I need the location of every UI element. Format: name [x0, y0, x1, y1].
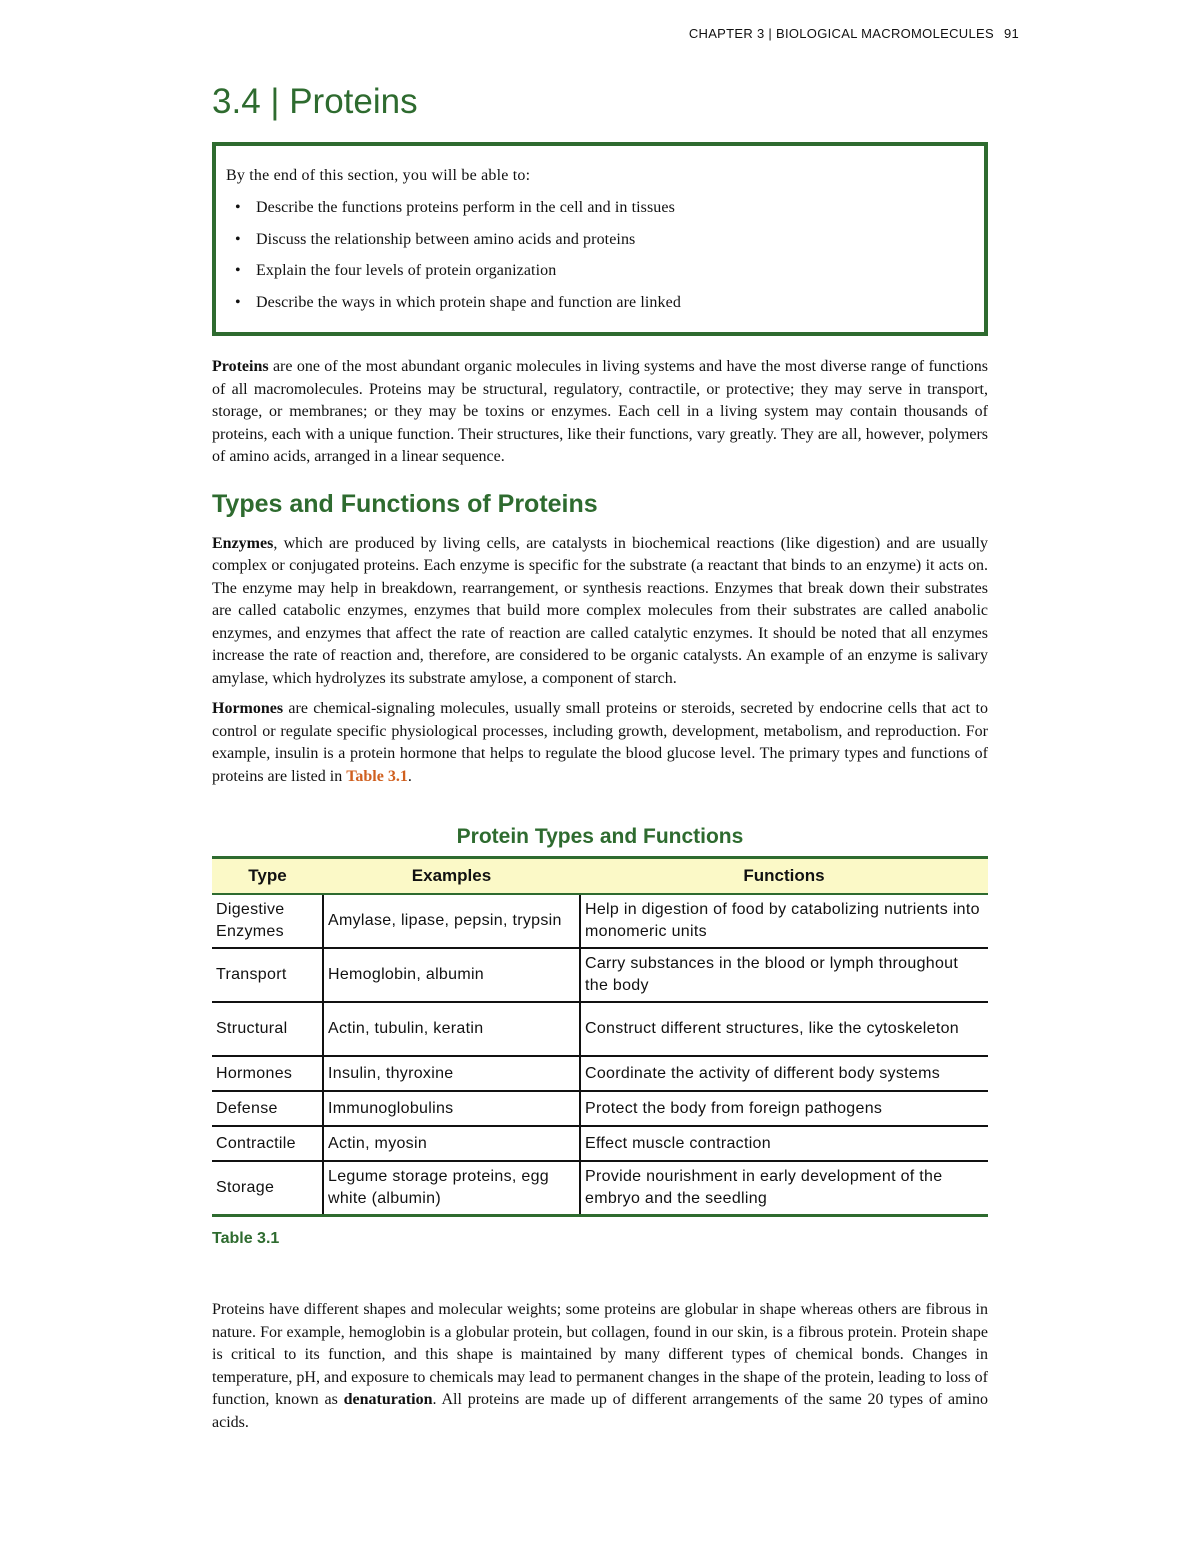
- paragraph-hormones: [212, 698, 988, 788]
- paragraph-text: are one of the most abundant organic molecules in living systems and have the most diverse range of functions of all macromolecules. Proteins may be structural, regulatory, contractile, or protective; they may serve in transport, storage, or membranes; or they may be toxins or enzymes. Each cell in a living system may contain thousands of proteins, each with a unique function. Their structures, like their functions, vary greatly. They are all, however, polymers of amino acids, arranged in a linear sequence.: [212, 358, 988, 465]
- cell-type: Defense: [212, 1091, 323, 1126]
- term-enzymes: Enzymes: [212, 534, 274, 552]
- cell-examples: Immunoglobulins: [323, 1091, 580, 1126]
- chapter-label: CHAPTER 3 | BIOLOGICAL MACROMOLECULES: [688, 26, 994, 41]
- cell-type: Digestive Enzymes: [212, 894, 323, 948]
- paragraph-enzymes: [212, 533, 988, 691]
- cell-examples: Hemoglobin, albumin: [323, 948, 580, 1002]
- paragraph-text: Proteins have different shapes and molecular weights; some proteins are globular in shape whereas others are fibrous in nature. For example, hemoglobin is a globular protein, but collagen, found in our skin, is a fibrous protein. Protein shape is critical to its function, and this shape is maintained by many different types of chemical bonds. Changes in temperature, pH, and exposure to chemicals may lead to permanent changes in the shape of the protein, leading to loss of function, known as: [212, 1301, 988, 1408]
- cell-type: Structural: [212, 1002, 323, 1056]
- cell-examples: Legume storage proteins, egg white (albumin): [323, 1161, 580, 1216]
- cell-examples: Amylase, lipase, pepsin, trypsin: [323, 894, 580, 948]
- table-row: [212, 1126, 988, 1161]
- objective-item: • Describe the ways in which protein shape and function are linked: [256, 293, 974, 313]
- cell-examples: Insulin, thyroxine: [323, 1056, 580, 1091]
- subheading-types-functions: Types and Functions of Proteins: [212, 489, 598, 518]
- paragraph-shapes: [212, 1299, 988, 1434]
- objective-item: • Describe the functions proteins perform in the cell and in tissues: [256, 198, 974, 218]
- table-reference-link[interactable]: Table 3.1: [346, 767, 408, 785]
- cell-functions: Coordinate the activity of different body systems: [580, 1056, 988, 1091]
- section-title: 3.4 | Proteins: [212, 82, 418, 121]
- table-title: Protein Types and Functions: [456, 825, 744, 848]
- table-row: [212, 1056, 988, 1091]
- cell-functions: Provide nourishment in early development of the embryo and the seedling: [580, 1161, 988, 1216]
- paragraph-text: are chemical-signaling molecules, usually small proteins or steroids, secreted by endocrine cells that act to control or regulate specific physiological processes, including growth, development, metabolism, and reproduction. For example, insulin is a protein hormone that helps to regulate the blood glucose level. The primary types and functions of proteins are listed in: [212, 700, 988, 785]
- table-row: [212, 1002, 988, 1056]
- page-content: [212, 80, 988, 1434]
- table-caption: Table 3.1: [212, 1230, 280, 1247]
- paragraph-proteins: [212, 356, 988, 469]
- paragraph-text: . All proteins are made up of different arrangements of the same 20 types of amino acids.: [212, 1391, 989, 1431]
- cell-examples: Actin, myosin: [323, 1126, 580, 1161]
- paragraph-text: , which are produced by living cells, are catalysts in biochemical reactions (like digestion) and are usually complex or conjugated proteins. Each enzyme is specific for the substrate (a reactant that binds to an enzyme) it acts on. The enzyme may help in breakdown, rearrangement, or synthesis reactions. Enzymes that break down their substrates are called catabolic enzymes, enzymes that build more complex molecules from their substrates are called anabolic enzymes, and enzymes that affect the rate of reaction are called catalytic enzymes. It should be noted that all enzymes increase the rate of reaction and, therefore, are considered to be organic catalysts. An example of an enzyme is salivary amylase, which hydrolyzes its substrate amylose, a component of starch.: [212, 534, 988, 687]
- page-number: 91: [1003, 26, 1019, 41]
- column-header-type: Type: [212, 858, 323, 895]
- cell-type: Contractile: [212, 1126, 323, 1161]
- cell-functions: Carry substances in the blood or lymph throughout the body: [580, 948, 988, 1002]
- column-header-functions: Functions: [580, 858, 988, 895]
- cell-type: Storage: [212, 1161, 323, 1216]
- cell-functions: Protect the body from foreign pathogens: [580, 1091, 988, 1126]
- cell-functions: Construct different structures, like the cytoskeleton: [580, 1002, 988, 1056]
- table-row: [212, 948, 988, 1002]
- cell-type: Hormones: [212, 1056, 323, 1091]
- term-denaturation: denaturation: [343, 1391, 433, 1408]
- cell-type: Transport: [212, 948, 323, 1002]
- table-row: [212, 1161, 988, 1216]
- objective-item: • Explain the four levels of protein organization: [256, 261, 974, 281]
- objective-item: • Discuss the relationship between amino acids and proteins: [256, 230, 974, 250]
- protein-types-table: [212, 856, 988, 1217]
- table-header-row: [212, 858, 988, 895]
- paragraph-text: .: [407, 767, 412, 785]
- term-proteins: Proteins: [212, 358, 269, 375]
- column-header-examples: Examples: [323, 858, 580, 895]
- objectives-intro: By the end of this section, you will be able to:: [226, 167, 531, 184]
- learning-objectives-box: [212, 142, 988, 336]
- cell-examples: Actin, tubulin, keratin: [323, 1002, 580, 1056]
- running-header: [689, 26, 1019, 41]
- term-hormones: Hormones: [212, 700, 284, 717]
- objectives-list: [226, 198, 974, 313]
- cell-functions: Effect muscle contraction: [580, 1126, 988, 1161]
- table-row: [212, 1091, 988, 1126]
- table-row: [212, 894, 988, 948]
- cell-functions: Help in digestion of food by catabolizing nutrients into monomeric units: [580, 894, 988, 948]
